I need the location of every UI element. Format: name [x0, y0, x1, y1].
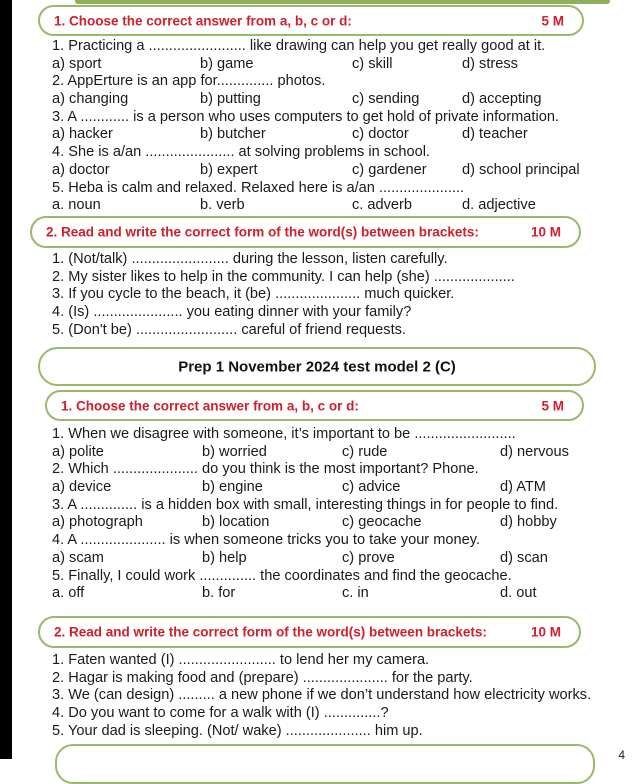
option[interactable]: d) scan [500, 549, 548, 566]
option[interactable]: c. in [342, 585, 369, 602]
option[interactable]: c) gardener [352, 161, 427, 178]
item-text: 5. (Don't be) ......................... careful of friend requests. [52, 321, 406, 338]
top-divider [75, 0, 610, 4]
option[interactable]: b. verb [200, 197, 245, 214]
section3-header [45, 390, 584, 421]
item-text: 2. Hagar is making food and (prepare) ..................... for the party. [52, 669, 473, 686]
option[interactable]: d) school principal [462, 161, 580, 178]
question-text: 5. Finally, I could work .............. the coordinates and find the geocache. [52, 567, 512, 584]
option[interactable]: a) doctor [52, 161, 110, 178]
item-text: 1. (Not/talk) ........................ during the lesson, listen carefully. [52, 251, 448, 267]
option[interactable]: c) skill [352, 55, 393, 72]
item-text: 1. Faten wanted (I) ........................ to lend her my camera. [52, 652, 430, 668]
item-text: 3. If you cycle to the beach, it (be) ..................... much quicker. [52, 286, 455, 303]
option[interactable]: c) sending [352, 91, 420, 108]
option[interactable]: c) rude [342, 443, 388, 460]
section4-marks: 10 M [530, 624, 561, 640]
section1-header [38, 5, 584, 36]
option[interactable]: b) game [200, 55, 254, 72]
section4-header [38, 616, 581, 648]
item-text: 4. Do you want to come for a walk with (I) ..............? [52, 705, 389, 722]
option[interactable]: d) hobby [500, 514, 557, 531]
question-text: 3. A ............ is a person who uses computers to get hold of private information. [52, 108, 559, 125]
option[interactable]: a) polite [52, 443, 104, 460]
option[interactable]: d. adjective [462, 197, 536, 214]
question-text: 2. Which ..................... do you think is the most important? Phone. [52, 461, 479, 478]
item-text: 4. (Is) ...................... you eating dinner with your family? [52, 304, 412, 321]
model-title: Prep 1 November 2024 test model 2 (C) [178, 358, 456, 375]
question-text: 2. AppErture is an app for.............. photos. [52, 73, 326, 90]
option[interactable]: b) help [202, 549, 247, 566]
option[interactable]: b) worried [202, 443, 267, 460]
option[interactable]: a) changing [52, 91, 129, 108]
option[interactable]: b) location [202, 514, 270, 531]
question-text: 5. Heba is calm and relaxed. Relaxed here is a/an ..................... [52, 179, 465, 196]
option[interactable]: b) expert [200, 161, 258, 178]
section2-title: 2. Read and write the correct form of the word(s) between brackets: [46, 224, 479, 240]
option[interactable]: b. for [202, 585, 236, 602]
model-header [38, 347, 596, 386]
section2-marks: 10 M [530, 224, 561, 240]
option[interactable]: b) engine [202, 479, 263, 496]
page-number: 4 [618, 748, 625, 762]
next-section-header [55, 744, 595, 784]
item-text: 3. We (can design) ......... a new phone if we don’t understand how electricity works. [52, 687, 592, 704]
option[interactable]: d. out [500, 585, 537, 602]
section3-title: 1. Choose the correct answer from a, b, c or d: [61, 398, 359, 413]
option[interactable]: a) hacker [52, 126, 113, 143]
option[interactable]: c. adverb [352, 197, 413, 214]
black-edge [0, 0, 12, 759]
option[interactable]: c) doctor [352, 126, 409, 143]
item-text: 5. Your dad is sleeping. (Not/ wake) ..................... him up. [52, 722, 423, 739]
option[interactable]: d) accepting [462, 91, 542, 108]
question-text: 3. A .............. is a hidden box with small, interesting things in for people to find. [52, 496, 559, 513]
question-text: 4. She is a/an ...................... at solving problems in school. [52, 144, 430, 161]
section4-title: 2. Read and write the correct form of the word(s) between brackets: [54, 624, 487, 640]
question-text: 1. Practicing a ........................ like drawing can help you get really good at it. [52, 38, 546, 54]
option[interactable]: d) ATM [500, 479, 546, 496]
section1-title: 1. Choose the correct answer from a, b, c or d: [54, 13, 352, 28]
option[interactable]: c) geocache [342, 514, 422, 531]
option[interactable]: b) butcher [200, 126, 266, 143]
section1-marks: 5 M [541, 13, 564, 28]
option[interactable]: d) nervous [500, 443, 569, 460]
option[interactable]: d) stress [462, 55, 518, 72]
question-text: 4. A ..................... is when someone tricks you to take your money. [52, 532, 480, 549]
option[interactable]: a) sport [52, 55, 102, 72]
section3-marks: 5 M [541, 398, 564, 413]
option[interactable]: a. off [52, 585, 85, 602]
option[interactable]: a. noun [52, 197, 101, 214]
section2-header [30, 216, 581, 248]
option[interactable]: d) teacher [462, 126, 528, 143]
option[interactable]: a) scam [52, 549, 104, 566]
option[interactable]: c) prove [342, 549, 395, 566]
option[interactable]: a) photograph [52, 514, 143, 531]
option[interactable]: c) advice [342, 479, 401, 496]
question-text: 1. When we disagree with someone, it’s important to be ......................... [52, 426, 516, 442]
option[interactable]: b) putting [200, 91, 261, 108]
option[interactable]: a) device [52, 479, 112, 496]
item-text: 2. My sister likes to help in the community. I can help (she) .................... [52, 268, 515, 285]
